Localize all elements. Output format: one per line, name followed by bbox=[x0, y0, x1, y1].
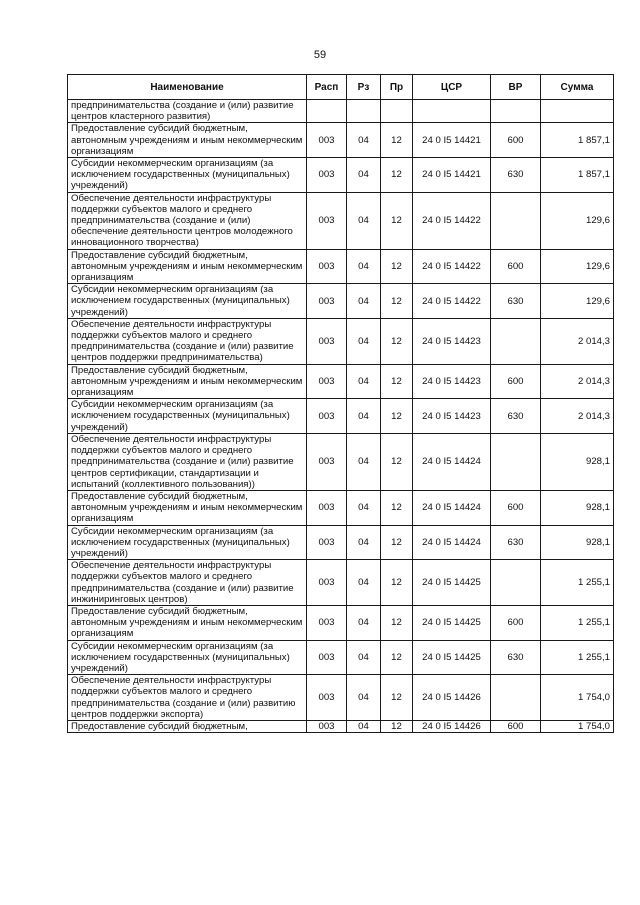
cell-rz: 04 bbox=[347, 364, 381, 399]
cell-csr: 24 0 I5 14421 bbox=[413, 158, 491, 193]
table-row bbox=[68, 158, 614, 193]
cell-vr: 600 bbox=[491, 249, 541, 284]
cell-rasp: 003 bbox=[307, 318, 347, 364]
cell-vr bbox=[491, 675, 541, 721]
cell-sum: 1 255,1 bbox=[541, 640, 614, 675]
cell-rz: 04 bbox=[347, 560, 381, 606]
cell-rasp: 003 bbox=[307, 640, 347, 675]
cell-pr: 12 bbox=[381, 192, 413, 249]
table-row bbox=[68, 433, 614, 490]
table-row bbox=[68, 640, 614, 675]
cell-vr: 600 bbox=[491, 123, 541, 158]
cell-pr: 12 bbox=[381, 364, 413, 399]
cell-rz: 04 bbox=[347, 192, 381, 249]
table-row bbox=[68, 284, 614, 319]
cell-rz: 04 bbox=[347, 640, 381, 675]
cell-sum: 1 754,0 bbox=[541, 720, 614, 732]
table-row bbox=[68, 123, 614, 158]
cell-vr: 630 bbox=[491, 640, 541, 675]
cell-sum: 1 255,1 bbox=[541, 560, 614, 606]
cell-pr: 12 bbox=[381, 249, 413, 284]
cell-rz bbox=[347, 100, 381, 123]
table-row bbox=[68, 560, 614, 606]
cell-vr: 630 bbox=[491, 399, 541, 434]
cell-sum: 129,6 bbox=[541, 284, 614, 319]
header-name: Наименование bbox=[68, 75, 307, 100]
cell-sum: 1 754,0 bbox=[541, 675, 614, 721]
cell-name: Предоставление субсидий бюджетным, автономным учреждениям и иным некоммерческим организациям bbox=[68, 490, 307, 525]
cell-sum: 928,1 bbox=[541, 525, 614, 560]
cell-vr: 600 bbox=[491, 364, 541, 399]
cell-csr: 24 0 I5 14424 bbox=[413, 433, 491, 490]
cell-vr bbox=[491, 433, 541, 490]
cell-rz: 04 bbox=[347, 675, 381, 721]
cell-pr: 12 bbox=[381, 399, 413, 434]
cell-rz: 04 bbox=[347, 605, 381, 640]
cell-csr: 24 0 I5 14422 bbox=[413, 192, 491, 249]
cell-rasp bbox=[307, 100, 347, 123]
cell-csr: 24 0 I5 14423 bbox=[413, 399, 491, 434]
cell-rasp: 003 bbox=[307, 399, 347, 434]
cell-rz: 04 bbox=[347, 249, 381, 284]
cell-name: Обеспечение деятельности инфраструктуры поддержки субъектов малого и среднего предпринимательства (создание и (или) развитие инжиниринговых центров) bbox=[68, 560, 307, 606]
table-row bbox=[68, 399, 614, 434]
table-row bbox=[68, 318, 614, 364]
table-row bbox=[68, 490, 614, 525]
cell-vr: 630 bbox=[491, 284, 541, 319]
table-header-row bbox=[68, 75, 614, 100]
cell-vr bbox=[491, 192, 541, 249]
cell-vr bbox=[491, 560, 541, 606]
cell-pr bbox=[381, 100, 413, 123]
cell-pr: 12 bbox=[381, 675, 413, 721]
cell-rasp: 003 bbox=[307, 284, 347, 319]
cell-rz: 04 bbox=[347, 490, 381, 525]
header-rasp: Расп bbox=[307, 75, 347, 100]
cell-pr: 12 bbox=[381, 605, 413, 640]
cell-name: Предоставление субсидий бюджетным, автономным учреждениям и иным некоммерческим организациям bbox=[68, 605, 307, 640]
cell-rz: 04 bbox=[347, 123, 381, 158]
cell-name: Субсидии некоммерческим организациям (за исключением государственных (муниципальных) учреждений) bbox=[68, 284, 307, 319]
header-pr: Пр bbox=[381, 75, 413, 100]
cell-vr: 600 bbox=[491, 720, 541, 732]
cell-pr: 12 bbox=[381, 560, 413, 606]
page-number: 59 bbox=[313, 49, 327, 61]
cell-sum: 2 014,3 bbox=[541, 364, 614, 399]
cell-csr: 24 0 I5 14425 bbox=[413, 560, 491, 606]
cell-pr: 12 bbox=[381, 433, 413, 490]
cell-csr: 24 0 I5 14421 bbox=[413, 123, 491, 158]
cell-pr: 12 bbox=[381, 525, 413, 560]
cell-rz: 04 bbox=[347, 525, 381, 560]
table-row bbox=[68, 364, 614, 399]
cell-name: Предоставление субсидий бюджетным, автономным учреждениям и иным некоммерческим организациям bbox=[68, 249, 307, 284]
table-row bbox=[68, 249, 614, 284]
cell-rz: 04 bbox=[347, 318, 381, 364]
cell-csr: 24 0 I5 14425 bbox=[413, 640, 491, 675]
table-row bbox=[68, 100, 614, 123]
cell-pr: 12 bbox=[381, 284, 413, 319]
cell-pr: 12 bbox=[381, 318, 413, 364]
cell-rasp: 003 bbox=[307, 123, 347, 158]
cell-name: Субсидии некоммерческим организациям (за исключением государственных (муниципальных) учреждений) bbox=[68, 640, 307, 675]
cell-name: Обеспечение деятельности инфраструктуры поддержки субъектов малого и среднего предпринимательства (создание и (или) обеспечение деятельности центров молодежного инновационного творчества) bbox=[68, 192, 307, 249]
cell-rz: 04 bbox=[347, 720, 381, 732]
cell-sum bbox=[541, 100, 614, 123]
cell-name: Обеспечение деятельности инфраструктуры поддержки субъектов малого и среднего предпринимательства (создание и (или) развитию центров поддержки экспорта) bbox=[68, 675, 307, 721]
table-body bbox=[68, 100, 614, 733]
cell-csr: 24 0 I5 14425 bbox=[413, 605, 491, 640]
cell-rasp: 003 bbox=[307, 364, 347, 399]
cell-vr: 600 bbox=[491, 490, 541, 525]
cell-name: Предоставление субсидий бюджетным, bbox=[68, 720, 307, 732]
cell-name: предпринимательства (создание и (или) развитие центров кластерного развития) bbox=[68, 100, 307, 123]
cell-rasp: 003 bbox=[307, 675, 347, 721]
cell-sum: 2 014,3 bbox=[541, 318, 614, 364]
table-row bbox=[68, 720, 614, 732]
cell-csr: 24 0 I5 14426 bbox=[413, 675, 491, 721]
cell-rasp: 003 bbox=[307, 192, 347, 249]
cell-pr: 12 bbox=[381, 158, 413, 193]
budget-table bbox=[67, 74, 614, 733]
cell-csr: 24 0 I5 14423 bbox=[413, 364, 491, 399]
header-sum: Сумма bbox=[541, 75, 614, 100]
cell-csr: 24 0 I5 14424 bbox=[413, 490, 491, 525]
cell-sum: 1 857,1 bbox=[541, 158, 614, 193]
cell-sum: 2 014,3 bbox=[541, 399, 614, 434]
cell-rasp: 003 bbox=[307, 720, 347, 732]
cell-rasp: 003 bbox=[307, 560, 347, 606]
cell-rasp: 003 bbox=[307, 490, 347, 525]
header-rz: Рз bbox=[347, 75, 381, 100]
cell-pr: 12 bbox=[381, 720, 413, 732]
cell-sum: 129,6 bbox=[541, 192, 614, 249]
table-row bbox=[68, 675, 614, 721]
cell-name: Предоставление субсидий бюджетным, автономным учреждениям и иным некоммерческим организациям bbox=[68, 123, 307, 158]
cell-rasp: 003 bbox=[307, 249, 347, 284]
cell-rz: 04 bbox=[347, 399, 381, 434]
cell-csr: 24 0 I5 14422 bbox=[413, 249, 491, 284]
cell-name: Субсидии некоммерческим организациям (за исключением государственных (муниципальных) учреждений) bbox=[68, 525, 307, 560]
cell-rasp: 003 bbox=[307, 158, 347, 193]
cell-vr: 630 bbox=[491, 525, 541, 560]
header-vr: ВР bbox=[491, 75, 541, 100]
cell-csr: 24 0 I5 14424 bbox=[413, 525, 491, 560]
cell-csr: 24 0 I5 14426 bbox=[413, 720, 491, 732]
table-row bbox=[68, 192, 614, 249]
cell-csr: 24 0 I5 14423 bbox=[413, 318, 491, 364]
cell-vr: 600 bbox=[491, 605, 541, 640]
cell-rasp: 003 bbox=[307, 433, 347, 490]
cell-vr: 630 bbox=[491, 158, 541, 193]
cell-name: Обеспечение деятельности инфраструктуры поддержки субъектов малого и среднего предпринимательства (создание и (или) развитие центров поддержки предпринимательства) bbox=[68, 318, 307, 364]
cell-pr: 12 bbox=[381, 640, 413, 675]
header-csr: ЦСР bbox=[413, 75, 491, 100]
table-row bbox=[68, 525, 614, 560]
cell-vr bbox=[491, 100, 541, 123]
cell-sum: 1 255,1 bbox=[541, 605, 614, 640]
cell-sum: 928,1 bbox=[541, 490, 614, 525]
cell-name: Обеспечение деятельности инфраструктуры поддержки субъектов малого и среднего предпринимательства (создание и (или) развитие центров сертификации, стандартизации и испытаний (коллективного пользования)) bbox=[68, 433, 307, 490]
cell-csr: 24 0 I5 14422 bbox=[413, 284, 491, 319]
cell-name: Предоставление субсидий бюджетным, автономным учреждениям и иным некоммерческим организациям bbox=[68, 364, 307, 399]
cell-sum: 1 857,1 bbox=[541, 123, 614, 158]
table-row bbox=[68, 605, 614, 640]
cell-rasp: 003 bbox=[307, 605, 347, 640]
cell-rz: 04 bbox=[347, 158, 381, 193]
cell-rz: 04 bbox=[347, 284, 381, 319]
cell-pr: 12 bbox=[381, 123, 413, 158]
cell-vr bbox=[491, 318, 541, 364]
cell-name: Субсидии некоммерческим организациям (за исключением государственных (муниципальных) учреждений) bbox=[68, 158, 307, 193]
cell-rasp: 003 bbox=[307, 525, 347, 560]
cell-sum: 129,6 bbox=[541, 249, 614, 284]
cell-sum: 928,1 bbox=[541, 433, 614, 490]
cell-rz: 04 bbox=[347, 433, 381, 490]
cell-name: Субсидии некоммерческим организациям (за исключением государственных (муниципальных) учреждений) bbox=[68, 399, 307, 434]
cell-csr bbox=[413, 100, 491, 123]
cell-pr: 12 bbox=[381, 490, 413, 525]
